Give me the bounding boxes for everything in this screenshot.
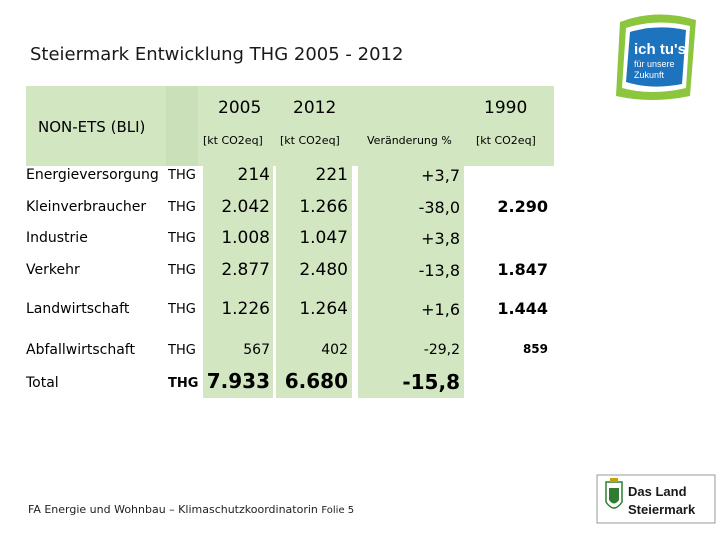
value-2012: 402	[321, 342, 348, 358]
unit-1990-header: [kt CO2eq]	[476, 134, 536, 147]
value-2005: 2.042	[221, 197, 270, 217]
row-label: Abfallwirtschaft	[26, 342, 135, 358]
change-header: Veränderung %	[367, 134, 452, 147]
row-gas: THG	[168, 302, 196, 317]
year-2005-header: 2005	[218, 98, 262, 118]
value-2005: 214	[237, 165, 270, 185]
unit-2005-header: [kt CO2eq]	[203, 134, 263, 147]
value-2012: 1.047	[299, 228, 348, 248]
logo-line3: Zukunft	[634, 70, 665, 80]
value-change: -38,0	[418, 198, 460, 217]
value-2012: 1.264	[299, 299, 348, 319]
row-label: Industrie	[26, 230, 88, 246]
value-2012-total: 6.680	[284, 369, 348, 393]
row-label: Verkehr	[26, 262, 80, 278]
value-change: +1,6	[421, 300, 460, 319]
year-2012-header: 2012	[293, 98, 337, 118]
header-panel-separator	[166, 86, 198, 166]
row-gas: THG	[168, 168, 196, 183]
logo-steiermark: Steiermark	[628, 502, 696, 517]
row-gas: THG	[168, 376, 199, 391]
row-gas: THG	[168, 263, 196, 278]
row-label: Landwirtschaft	[26, 301, 130, 317]
value-1990: 859	[522, 342, 548, 356]
slide-number: Folie 5	[321, 505, 355, 516]
value-1990: 1.444	[497, 299, 548, 318]
value-1990: 2.290	[497, 197, 548, 216]
row-label: Kleinverbraucher	[26, 199, 147, 215]
value-change-total: -15,8	[402, 370, 460, 394]
value-change: -13,8	[418, 261, 460, 280]
row-header-label: NON-ETS (BLI)	[38, 118, 146, 136]
row-label: Energieversorgung	[26, 167, 159, 183]
das-land-steiermark-logo	[596, 474, 716, 524]
row-gas: THG	[168, 200, 196, 215]
row-label-total: Total	[26, 375, 59, 391]
logo-line1: ich tu's	[634, 41, 686, 58]
value-2005: 1.008	[221, 228, 270, 248]
value-2005: 2.877	[221, 260, 270, 280]
value-2005: 1.226	[221, 299, 270, 319]
ich-tus-logo	[612, 12, 702, 104]
value-2005-total: 7.933	[206, 369, 270, 393]
logo-das-land: Das Land	[628, 484, 687, 499]
row-gas: THG	[168, 231, 196, 246]
value-2012: 2.480	[299, 260, 348, 280]
row-gas: THG	[168, 343, 196, 358]
value-2005: 567	[243, 342, 270, 358]
value-change: +3,7	[421, 166, 460, 185]
value-change: +3,8	[421, 229, 460, 248]
unit-2012-header: [kt CO2eq]	[280, 134, 340, 147]
value-1990: 1.847	[497, 260, 548, 279]
value-2012: 1.266	[299, 197, 348, 217]
value-2012: 221	[315, 165, 348, 185]
value-change: -29,2	[423, 342, 460, 358]
footer-text: FA Energie und Wohnbau – Klimaschutzkoordinatorin	[28, 503, 318, 516]
year-1990-header: 1990	[484, 98, 528, 118]
logo-line2: für unsere	[634, 59, 675, 69]
footer	[28, 503, 354, 516]
page-title: Steiermark Entwicklung THG 2005 - 2012	[30, 44, 404, 65]
